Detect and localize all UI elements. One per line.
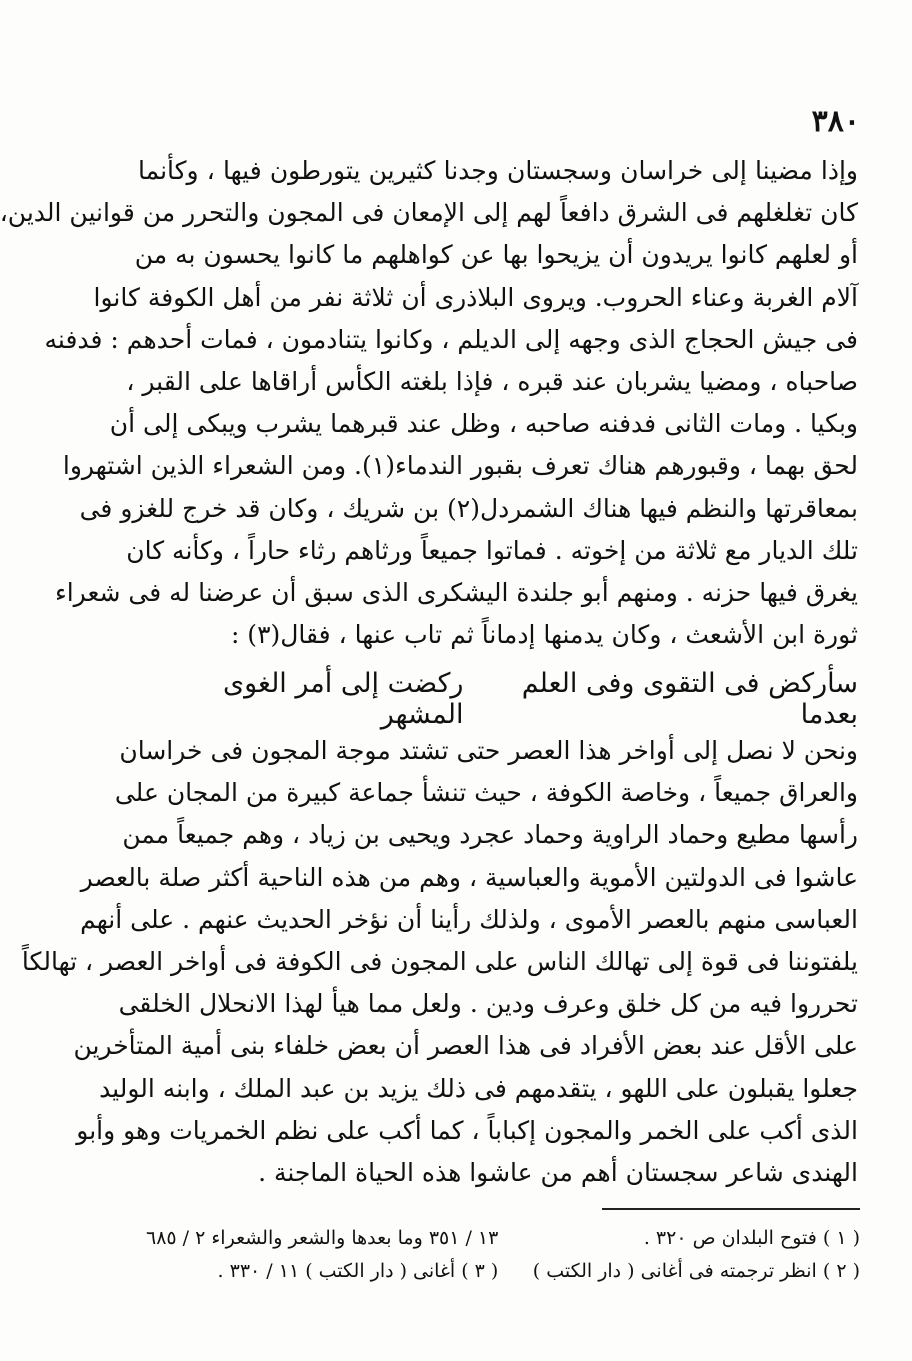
footnotes <box>146 1222 860 1288</box>
text-line: وإذا مضينا إلى خراسان وسجستان وجدنا كثيرين يتورطون فيها ، وكأنما <box>138 156 858 185</box>
text-line: صاحباه ، ومضيا يشربان عند قبره ، فإذا بلغته الكأس أراقاها على القبر ، <box>126 367 858 397</box>
text-line: كان تغلغلهم فى الشرق دافعاً لهم إلى الإمعان فى المجون والتحرر من قوانين الدين، <box>0 198 858 228</box>
text-line: رأسها مطيع وحماد الراوية وحماد عجرد ويحيى بن زياد ، وهم جميعاً ممن <box>122 820 858 850</box>
poem-verse <box>138 668 858 730</box>
verse-first-hemistich: سأركض فى التقوى وفى العلم بعدما <box>521 668 858 730</box>
text-line: بمعاقرتها والنظم فيها هناك الشمردل(٢) بن شريك ، وكان قد خرج للغزو فى <box>79 493 858 523</box>
text-line: وبكيا . ومات الثانى فدفنه صاحبه ، وظل عند قبرهما يشرب ويبكى إلى أن <box>109 409 858 439</box>
paragraph-2 <box>21 730 858 1194</box>
verse-second-hemistich: ركضت إلى أمر الغوى المشهر <box>222 668 464 730</box>
footnotes-left-column <box>146 1222 498 1288</box>
text-line: الذى أكب على الخمر والمجون إكباباً ، كما أكب على نظم الخمريات وهو وأبو <box>76 1115 858 1145</box>
text-line: لحق بهما ، وقبورهم هناك تعرف بقبور الندماء(١). ومن الشعراء الذين اشتهروا <box>62 451 858 481</box>
text-line: تحرروا فيه من كل خلق وعرف ودين . ولعل مما هيأ لهذا الانحلال الخلقى <box>118 989 858 1019</box>
text-line: فى جيش الحجاج الذى وجهه إلى الديلم ، وكانوا يتنادمون ، فمات أحدهم : فدفنه <box>44 324 858 354</box>
footnote-1: ( ١ ) فتوح البلدان ص ٣٢٠ . <box>643 1227 860 1249</box>
text-line: عاشوا فى الدولتين الأموية والعباسية ، وهم من هذه الناحية أكثر صلة بالعصر <box>80 862 858 892</box>
footnotes-right-column <box>533 1222 860 1288</box>
text-line: ونحن لا نصل إلى أواخر هذا العصر حتى تشتد موجة المجون فى خراسان <box>119 736 858 765</box>
text-line: والعراق جميعاً ، وخاصة الكوفة ، حيث تنشأ جماعة كبيرة من المجان على <box>114 778 858 808</box>
footnote-divider <box>602 1208 860 1210</box>
footnote-3: ( ٣ ) أغانى ( دار الكتب ) ١١ / ٣٣٠ . <box>217 1260 499 1282</box>
text-line: ثورة ابن الأشعث ، وكان يدمنها إدماناً ثم تاب عنها ، فقال(٣) : <box>230 620 858 650</box>
text-line: على الأقل عند بعض الأفراد فى هذا العصر أن بعض خلفاء بنى أمية المتأخرين <box>73 1031 858 1061</box>
text-line: يغرق فيها حزنه . ومنهم أبو جلندة اليشكرى الذى سبق أن عرضنا له فى شعراء <box>54 578 858 608</box>
text-line: أو لعلهم كانوا يريدون أن يزيحوا بها عن كواهلهم ما كانوا يحسون به من <box>134 240 858 270</box>
text-line: جعلوا يقبلون على اللهو ، يتقدمهم فى ذلك يزيد بن عبد الملك ، وابنه الوليد <box>99 1073 858 1103</box>
footnote-2: ( ٢ ) انظر ترجمته فى أغانى ( دار الكتب ) <box>532 1260 860 1282</box>
page-number: ٣٨٠ <box>811 104 860 139</box>
text-line: تلك الديار مع ثلاثة من إخوته . فماتوا جميعاً ورثاهم رثاء حاراً ، وكأنه كان <box>126 535 858 565</box>
text-line: الهندى شاعر سجستان أهم من عاشوا هذه الحياة الماجنة . <box>258 1158 858 1188</box>
paragraph-1 <box>0 150 858 656</box>
text-line: العباسى منهم بالعصر الأموى ، ولذلك رأينا أن نؤخر الحديث عنهم . على أنهم <box>80 904 858 934</box>
text-line: يلفتوننا فى قوة إلى تهالك الناس على المجون فى الكوفة فى أواخر العصر ، تهالكاً <box>21 947 858 977</box>
text-line: آلام الغربة وعناء الحروب. ويروى البلاذرى أن ثلاثة نفر من أهل الكوفة كانوا <box>93 282 858 312</box>
footnote-2-continuation: ١٣ / ٣٥١ وما بعدها والشعر والشعراء ٢ / ٦٨٥ <box>146 1227 499 1249</box>
